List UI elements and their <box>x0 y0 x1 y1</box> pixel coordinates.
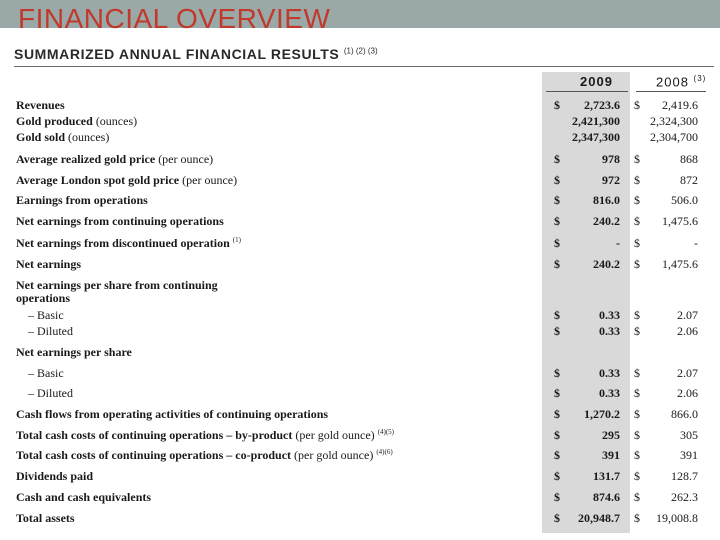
row-label-text: operations <box>16 291 70 305</box>
currency-2008: $ <box>634 511 640 525</box>
currency-2009: $ <box>554 490 560 504</box>
row-label-text: Cash flows from operating activities of continuing operations <box>16 407 329 421</box>
header-rule-2008 <box>636 91 706 92</box>
value-2008: 506.0 <box>671 193 698 207</box>
table-row <box>0 448 720 464</box>
value-2008: 1,475.6 <box>662 214 698 228</box>
value-2009: 816.0 <box>593 193 620 207</box>
row-label-text: Revenues <box>16 98 65 112</box>
row-label <box>16 511 75 526</box>
currency-2008: $ <box>634 257 640 271</box>
section-divider <box>14 66 714 67</box>
value-2008: 305 <box>680 428 698 442</box>
currency-2008: $ <box>634 324 640 338</box>
slide-title: FINANCIAL OVERVIEW <box>18 3 331 34</box>
value-2008: 2,324,300 <box>650 114 698 128</box>
row-label-text: Net earnings from discontinued operation <box>16 236 230 250</box>
currency-2008: $ <box>634 366 640 380</box>
currency-2009: $ <box>554 214 560 228</box>
table-row <box>0 98 720 114</box>
row-label-text: Net earnings per share from continuing <box>16 278 218 292</box>
value-2008: 2,304,700 <box>650 130 698 144</box>
row-label <box>16 257 81 272</box>
table-row <box>0 114 720 130</box>
table-row <box>0 257 720 273</box>
row-label-text: – Diluted <box>28 386 73 400</box>
table-row <box>0 173 720 189</box>
table-row <box>0 193 720 209</box>
value-2008: 872 <box>680 173 698 187</box>
table-row <box>0 214 720 230</box>
row-label-unit: (per ounce) <box>182 173 238 187</box>
value-2008: 2.07 <box>677 308 698 322</box>
table-row <box>0 366 720 382</box>
value-2008: 868 <box>680 152 698 166</box>
table-row <box>0 308 720 324</box>
currency-2009: $ <box>554 386 560 400</box>
currency-2009: $ <box>554 173 560 187</box>
row-label-text: Average realized gold price <box>16 152 156 166</box>
section-title-footnotes: (1) (2) (3) <box>343 46 378 56</box>
value-2009: 2,421,300 <box>572 114 620 128</box>
currency-2009: $ <box>554 366 560 380</box>
row-label <box>16 428 394 443</box>
table-row <box>0 386 720 402</box>
currency-2008: $ <box>634 152 640 166</box>
value-2009: 978 <box>602 152 620 166</box>
value-2009: 391 <box>602 448 620 462</box>
row-label-unit: (per gold ounce) <box>295 428 375 442</box>
row-label <box>16 114 137 129</box>
currency-2009: $ <box>554 407 560 421</box>
section-title-text: SUMMARIZED ANNUAL FINANCIAL RESULTS <box>14 46 340 62</box>
table-row <box>0 345 720 361</box>
table-row <box>0 511 720 527</box>
row-label-text: Gold sold <box>16 130 66 144</box>
currency-2008: $ <box>634 236 640 250</box>
currency-2008: $ <box>634 407 640 421</box>
header-rule-2009 <box>546 91 628 92</box>
row-label <box>16 130 109 145</box>
table-row <box>0 490 720 506</box>
value-2008: - <box>694 236 698 250</box>
row-label <box>16 448 393 463</box>
value-2009: 1,270.2 <box>584 407 620 421</box>
value-2009: 2,347,300 <box>572 130 620 144</box>
currency-2008: $ <box>634 173 640 187</box>
row-label <box>16 236 241 251</box>
currency-2008: $ <box>634 308 640 322</box>
table-row <box>0 407 720 423</box>
row-label <box>28 308 64 323</box>
row-footnote: (4)(5) <box>377 428 395 436</box>
currency-2009: $ <box>554 428 560 442</box>
table-row <box>0 130 720 146</box>
row-label <box>16 407 328 422</box>
row-label-unit: (per ounce) <box>158 152 214 166</box>
row-footnote: (4)(6) <box>376 448 393 456</box>
table-row <box>0 152 720 168</box>
row-label <box>16 469 93 484</box>
row-label-unit: (per gold ounce) <box>294 448 374 462</box>
row-label-text: Gold produced <box>16 114 93 128</box>
currency-2009: $ <box>554 324 560 338</box>
row-label-text: – Basic <box>28 308 64 322</box>
currency-2009: $ <box>554 308 560 322</box>
value-2008: 1,475.6 <box>662 257 698 271</box>
value-2009: 240.2 <box>593 257 620 271</box>
row-label <box>16 152 213 167</box>
table-row <box>0 469 720 485</box>
value-2008: 128.7 <box>671 469 698 483</box>
currency-2008: $ <box>634 98 640 112</box>
row-label-text: Cash and cash equivalents <box>16 490 152 504</box>
currency-2008: $ <box>634 469 640 483</box>
currency-2008: $ <box>634 448 640 462</box>
value-2009: 2,723.6 <box>584 98 620 112</box>
value-2009: 0.33 <box>599 386 620 400</box>
row-label <box>16 490 151 505</box>
row-label <box>28 366 64 381</box>
value-2009: 295 <box>602 428 620 442</box>
value-2008: 2.06 <box>677 386 698 400</box>
column-header-2008 <box>656 74 706 89</box>
currency-2009: $ <box>554 152 560 166</box>
column-header-2008-note: (3) <box>693 74 707 83</box>
currency-2008: $ <box>634 193 640 207</box>
currency-2009: $ <box>554 511 560 525</box>
currency-2009: $ <box>554 98 560 112</box>
row-label <box>16 98 65 113</box>
row-label-text: Total assets <box>16 511 75 525</box>
row-label <box>16 291 70 306</box>
value-2008: 2.07 <box>677 366 698 380</box>
currency-2008: $ <box>634 386 640 400</box>
row-label-text: Net earnings per share <box>16 345 132 359</box>
row-footnote: (1) <box>232 236 241 244</box>
row-label-text: Net earnings from continuing operations <box>16 214 224 228</box>
value-2009: 0.33 <box>599 324 620 338</box>
value-2008: 2.06 <box>677 324 698 338</box>
value-2009: 20,948.7 <box>578 511 620 525</box>
value-2009: 240.2 <box>593 214 620 228</box>
row-label-text: Earnings from operations <box>16 193 148 207</box>
row-label <box>16 214 224 229</box>
value-2009: 131.7 <box>593 469 620 483</box>
table-row <box>0 428 720 444</box>
table-row <box>0 324 720 340</box>
row-label-text: Total cash costs of continuing operations – by-product <box>16 428 293 442</box>
row-label-text: Average London spot gold price <box>16 173 180 187</box>
table-row <box>0 291 720 307</box>
column-header-2008-year: 2008 <box>656 74 689 90</box>
row-label-text: Total cash costs of continuing operations – co-product <box>16 448 292 462</box>
value-2008: 391 <box>680 448 698 462</box>
value-2009: 0.33 <box>599 308 620 322</box>
row-label <box>16 173 237 188</box>
row-label-text: Net earnings <box>16 257 81 271</box>
row-label <box>28 386 73 401</box>
value-2009: - <box>616 236 620 250</box>
currency-2008: $ <box>634 490 640 504</box>
column-header-2009: 2009 <box>580 74 613 89</box>
value-2008: 19,008.8 <box>656 511 698 525</box>
row-label-unit: (ounces) <box>68 130 110 144</box>
value-2009: 874.6 <box>593 490 620 504</box>
currency-2009: $ <box>554 193 560 207</box>
row-label <box>28 324 73 339</box>
currency-2009: $ <box>554 257 560 271</box>
row-label-text: – Diluted <box>28 324 73 338</box>
row-label-unit: (ounces) <box>95 114 138 128</box>
section-title <box>14 46 378 62</box>
table-row <box>0 236 720 252</box>
value-2008: 866.0 <box>671 407 698 421</box>
currency-2008: $ <box>634 214 640 228</box>
value-2009: 0.33 <box>599 366 620 380</box>
value-2008: 2,419.6 <box>662 98 698 112</box>
value-2008: 262.3 <box>671 490 698 504</box>
row-label-text: – Basic <box>28 366 64 380</box>
row-label <box>16 345 132 360</box>
row-label-text: Dividends paid <box>16 469 94 483</box>
currency-2009: $ <box>554 469 560 483</box>
currency-2009: $ <box>554 236 560 250</box>
value-2009: 972 <box>602 173 620 187</box>
currency-2008: $ <box>634 428 640 442</box>
currency-2009: $ <box>554 448 560 462</box>
row-label <box>16 193 148 208</box>
